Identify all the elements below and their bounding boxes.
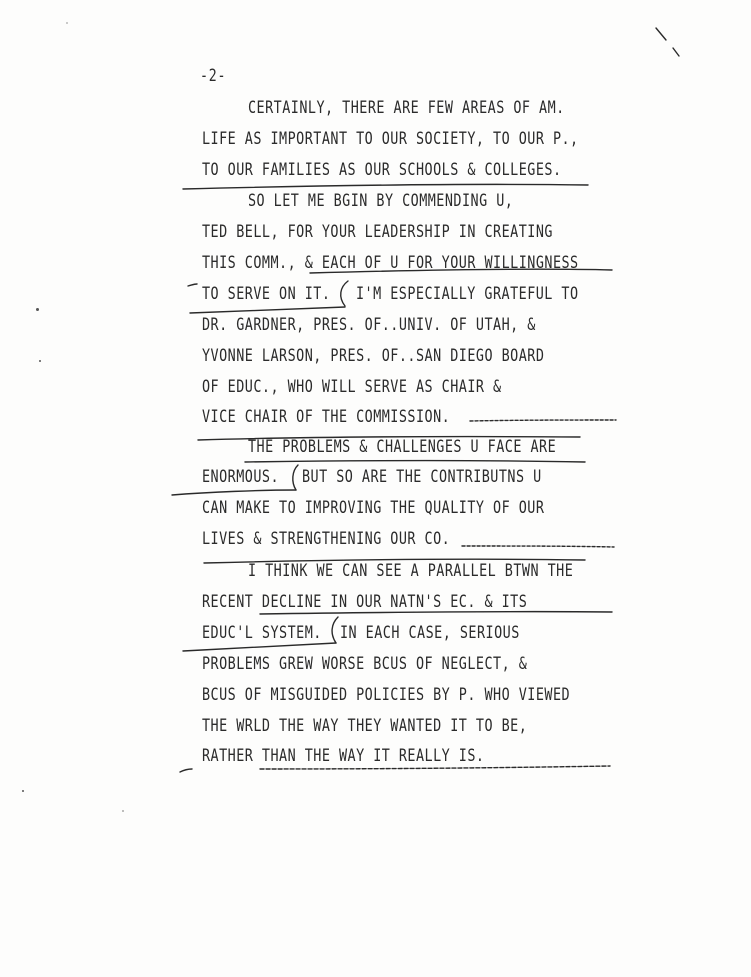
pen-scratch [673, 48, 679, 56]
pen-underline [204, 559, 585, 563]
text-line: THE PROBLEMS & CHALLENGES U FACE ARE [248, 437, 557, 457]
pen-bracket [332, 617, 338, 643]
scan-speck [39, 360, 41, 362]
pen-bracket [341, 281, 348, 306]
text-line: PROBLEMS GREW WORSE BCUS OF NEGLECT, & [202, 654, 528, 674]
text-line: TED BELL, FOR YOUR LEADERSHIP IN CREATING [202, 222, 553, 242]
text-line: BCUS OF MISGUIDED POLICIES BY P. WHO VIEWED [202, 685, 571, 705]
text-line: I THINK WE CAN SEE A PARALLEL BTWN THE [248, 561, 574, 581]
scan-speck [66, 22, 68, 24]
text-line: YVONNE LARSON, PRES. OF..SAN DIEGO BOARD [202, 346, 545, 366]
text-line: CAN MAKE TO IMPROVING THE QUALITY OF OUR [202, 498, 545, 518]
pen-scratch [656, 28, 666, 40]
pen-underline [183, 643, 336, 651]
text-line: THIS COMM., & EACH OF U FOR YOUR WILLINGNESS [202, 253, 579, 273]
pen-underline [462, 546, 614, 547]
text-line: TO OUR FAMILIES AS OUR SCHOOLS & COLLEGES. [202, 160, 562, 180]
pen-underline [470, 420, 616, 421]
text-line: VICE CHAIR OF THE COMMISSION. [202, 407, 451, 427]
text-line: LIVES & STRENGTHENING OUR CO. [202, 529, 451, 549]
text-line: CERTAINLY, THERE ARE FEW AREAS OF AM. [248, 98, 565, 118]
text-line: IN EACH CASE, SERIOUS [340, 623, 520, 643]
scan-speck [122, 810, 124, 812]
pen-tick [180, 769, 192, 772]
text-line: RATHER THAN THE WAY IT REALLY IS. [202, 746, 485, 766]
pen-underline [260, 766, 610, 769]
scan-speck [22, 790, 24, 792]
text-line: BUT SO ARE THE CONTRIBUTNS U [302, 467, 542, 487]
page-number: -2- [200, 66, 227, 86]
text-line: OF EDUC., WHO WILL SERVE AS CHAIR & [202, 377, 502, 397]
text-line: SO LET ME BGIN BY COMMENDING U, [248, 191, 514, 211]
pen-underline [245, 461, 585, 463]
pen-underline [198, 437, 580, 440]
text-line: ENORMOUS. [202, 467, 280, 487]
pen-underline [183, 184, 588, 189]
pen-bracket [293, 465, 298, 490]
pen-tick [188, 284, 197, 286]
pen-underline [190, 307, 345, 313]
pen-underline [172, 490, 296, 495]
text-line: I'M ESPECIALLY GRATEFUL TO [356, 284, 579, 304]
scan-speck [36, 308, 39, 311]
text-line: LIFE AS IMPORTANT TO OUR SOCIETY, TO OUR P., [202, 129, 579, 149]
text-line: THE WRLD THE WAY THEY WANTED IT TO BE, [202, 716, 528, 736]
text-line: EDUC'L SYSTEM. [202, 623, 322, 643]
pen-underline [310, 269, 612, 273]
text-line: TO SERVE ON IT. [202, 284, 331, 304]
text-line: DR. GARDNER, PRES. OF..UNIV. OF UTAH, & [202, 315, 536, 335]
text-line: RECENT DECLINE IN OUR NATN'S EC. & ITS [202, 592, 528, 612]
pen-underline [260, 612, 612, 614]
